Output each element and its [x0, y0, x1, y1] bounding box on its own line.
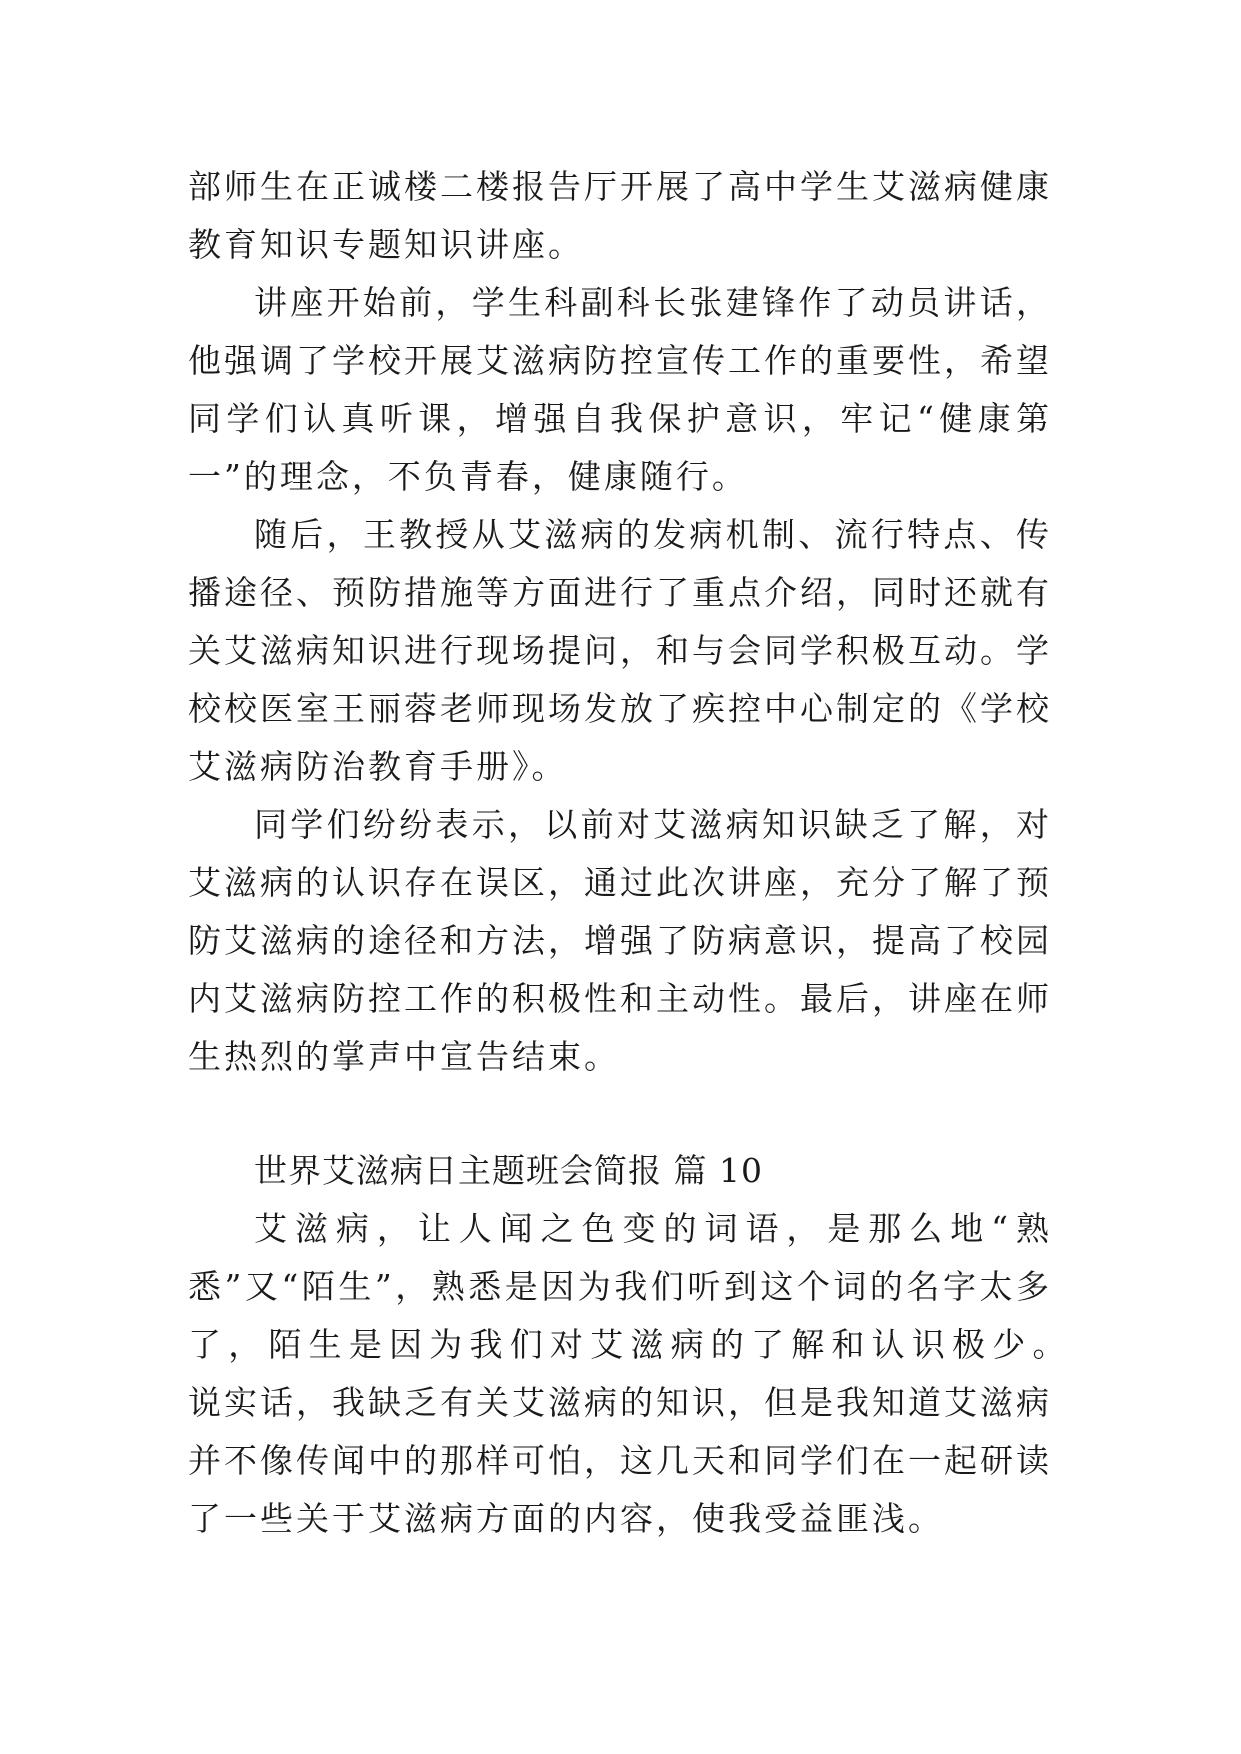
paragraph-lecture-content: 随后，王教授从艾滋病的发病机制、流行特点、传播途径、预防措施等方面进行了重点介绍，同时还就有关艾滋病知识进行现场提问，和与会同学积极互动。学校校医室王丽蓉老师现场发放了疾控中心制定的《学校艾滋病防治教育手册》。 [188, 515, 1052, 786]
document-body [188, 158, 1124, 1548]
paragraph-section-intro: 艾滋病，让人闻之色变的词语，是那么地“熟悉”又“陌生”，熟悉是因为我们听到这个词的名字太多了，陌生是因为我们对艾滋病的了解和认识极少。 说实话，我缺乏有关艾滋病的知识，但是我知道艾滋病并不像传闻中的那样可怕，这几天和同学们在一起研读了一些关于艾滋病方面的内容，使我受益匪浅。 [188, 1209, 1124, 1538]
paragraph-continuation: 部师生在正诚楼二楼报告厅开展了高中学生艾滋病健康教育知识专题知识讲座。 [188, 167, 1052, 264]
section-heading: 世界艾滋病日主题班会简报 篇 10 [254, 1151, 763, 1190]
paragraph-student-feedback: 同学们纷纷表示，以前对艾滋病知识缺乏了解，对艾滋病的认识存在误区，通过此次讲座，充分了解了预防艾滋病的途径和方法，增强了防病意识，提高了校园内艾滋病防控工作的积极性和主动性。最后，讲座在师生热烈的掌声中宣告结束。 [188, 805, 1052, 1076]
paragraph-mobilization-speech: 讲座开始前，学生科副科长张建锋作了动员讲话，他强调了学校开展艾滋病防控宣传工作的重要性，希望同学们认真听课，增强自我保护意识，牢记“健康第一”的理念，不负青春，健康随行。 [188, 283, 1052, 496]
